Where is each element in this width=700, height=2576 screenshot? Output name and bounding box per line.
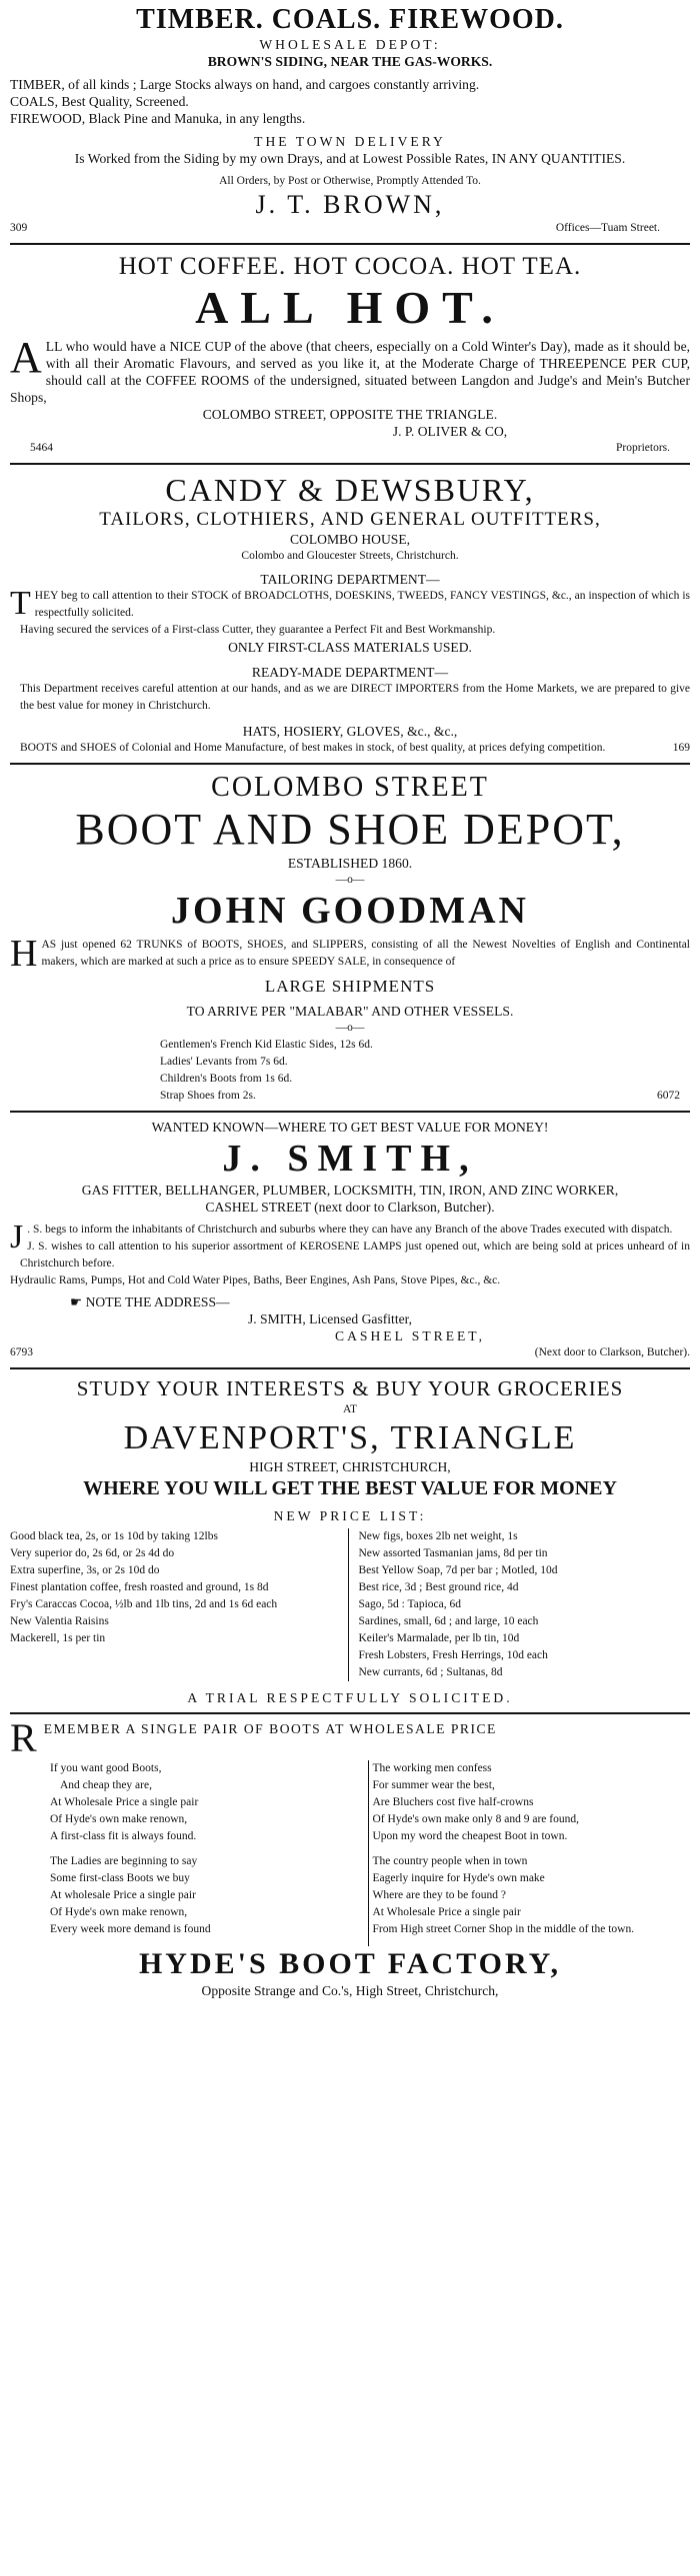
ornament: —o— [335,874,365,886]
davenport-advertisement [10,1375,690,1714]
goodman-advertisement [10,771,690,1113]
ad-number: 309 [10,222,28,234]
poem-line: At wholesale Price a single pair [50,1889,196,1901]
boots-text [10,740,690,757]
depot-location: BROWN'S SIDING, NEAR THE GAS-WORKS. [207,54,493,69]
ready-made-heading: READY-MADE DEPARTMENT— [251,665,449,680]
smith-body-1-text: . S. begs to inform the inhabitants of Christchurch and suburbs where they can have any Branch of the above Trades executed with dispatch. [27,1224,673,1236]
price-item: Children's Boots from 1s 6d. [160,1073,293,1085]
poem-column-right [369,1760,691,1946]
ad-number: 6793 [10,1346,33,1358]
tailoring-body-text: HEY beg to call attention to their STOCK of BROADCLOTHS, DOESKINS, TWEEDS, FANCY VESTINGS, &c., an inspection of which is respectfully solicited. [34,590,690,619]
price-item: Fry's Caraccas Cocoa, ½lb and 1lb tins, 2d and 1s 6d each [10,1598,278,1610]
ad-number: 5464 [30,442,53,454]
goodman-body [10,933,690,975]
tailoring-heading: TAILORING DEPARTMENT— [260,572,440,587]
price-list-heading: NEW PRICE LIST: [273,1508,427,1523]
hyde-advertisement [10,1720,690,2005]
trial-solicited: A TRIAL RESPECTFULLY SOLICITED. [187,1690,513,1705]
price-item: Strap Shoes from 2s. [160,1090,256,1102]
stanza [373,1853,687,1938]
drop-cap: R [10,1720,40,1754]
stanza [373,1760,687,1845]
price-item: Gentlemen's French Kid Elastic Sides, 12s 6d. [160,1039,373,1051]
stanza [50,1760,364,1845]
smith-signature: J. SMITH, Licensed Gasfitter, [247,1311,413,1326]
poem-line: And cheap they are, [60,1779,152,1791]
poem-line: Where are they to be found ? [372,1889,506,1901]
coffee-headline: HOT COFFEE. HOT COCOA. HOT TEA. [118,253,582,280]
price-item: Mackerell, 1s per tin [10,1632,106,1644]
price-column-right [359,1528,691,1681]
poem-line: Of Hyde's own make only 8 and 9 are found, [372,1813,579,1825]
ornament: —o— [335,1022,365,1034]
materials-text: ONLY FIRST-CLASS MATERIALS USED. [228,640,472,655]
price-item: Extra superfine, 3s, or 2s 10d do [10,1564,160,1576]
goodman-title: BOOT AND SHOE DEPOT, [75,805,625,854]
price-item: Best rice, 3d ; Best ground rice, 4d [358,1581,519,1593]
boot-poem [10,1760,690,1946]
remember-text: EMEMBER A SINGLE PAIR OF BOOTS AT WHOLESALE PRICE [43,1721,497,1736]
candy-subtitle: TAILORS, CLOTHIERS, AND GENERAL OUTFITTERS, [99,509,601,530]
davenport-address: HIGH STREET, CHRISTCHURCH, [249,1459,451,1474]
next-door: (Next door to Clarkson, Butcher). [534,1346,690,1358]
poem-line: Upon my word the cheapest Boot in town. [372,1830,568,1842]
tailoring-body [10,585,690,622]
cutter-text: Having secured the services of a First-class Cutter, they guarantee a Perfect Fit and Best Workmanship. [20,624,496,636]
davenport-title: DAVENPORT'S, TRIANGLE [123,1419,577,1456]
hyde-title: HYDE'S BOOT FACTORY, [138,1947,562,1980]
price-item: Best Yellow Soap, 7d per bar ; Motled, 10d [358,1564,558,1576]
ready-made-body: This Department receives careful attention at our hands, and as we are DIRECT IMPORTERS from the Home Markets, we are prepared to give the best value for money in Christchurch. [20,683,690,712]
poem-line: If you want good Boots, [50,1762,162,1774]
poem-line: For summer wear the best, [372,1779,495,1791]
smith-footer [10,1344,690,1361]
poem-line: Some first-class Boots we buy [50,1872,190,1884]
delivery-text: Is Worked from the Siding by my own Drays, and at Lowest Possible Rates, IN ANY QUANTITIES. [74,151,626,166]
drop-cap: J [10,1219,24,1256]
price-item: Fresh Lobsters, Fresh Herrings, 10d each [358,1649,548,1661]
price-item: New figs, boxes 2lb net weight, 1s [358,1530,518,1542]
price-item: New Valentia Raisins [10,1615,109,1627]
ad-number: 6072 [657,1090,680,1102]
poem-line: The Ladies are beginning to say [50,1855,198,1867]
drop-cap: H [10,933,38,975]
coffee-advertisement [10,251,690,465]
offices-address: Offices—Tuam Street. [555,222,660,234]
established: ESTABLISHED 1860. [287,856,413,871]
price-item: Sardines, small, 6d ; and large, 10 each [358,1615,539,1627]
hyde-address: Opposite Strange and Co.'s, High Street, Christchurch, [201,1983,499,1998]
smith-body-2: J. S. wishes to call attention to his superior assortment of KEROSENE LAMPS just opened out, which are being sold at prices unheard of in Christchurch before. [20,1241,690,1270]
arrive-text: TO ARRIVE PER "MALABAR" AND OTHER VESSELS. [186,1004,514,1019]
hats-heading: HATS, HOSIERY, GLOVES, &c., &c., [242,724,458,739]
at-label: AT [342,1403,358,1415]
goodman-street: COLOMBO STREET [211,772,489,803]
grocery-price-list [10,1528,690,1681]
timber-advertisement [10,4,690,245]
remember-line [10,1720,690,1754]
proprietors-label: Proprietors. [616,442,670,454]
timber-footer [10,220,690,237]
note-address [10,1293,690,1310]
poem-line: Of Hyde's own make renown, [50,1906,188,1918]
candy-dewsbury-advertisement [10,471,690,765]
note-address-text: NOTE THE ADDRESS— [85,1294,230,1309]
goodman-name: JOHN GOODMAN [171,890,529,932]
wanted-known: WANTED KNOWN—WHERE TO GET BEST VALUE FOR MONEY! [151,1120,549,1135]
poem-line: From High street Corner Shop in the middle of the town. [372,1923,635,1935]
smith-trades: GAS FITTER, BELLHANGER, PLUMBER, LOCKSMITH, TIN, IRON, AND ZINC WORKER, [81,1183,619,1198]
stanza [50,1853,364,1938]
poem-column-left [10,1760,369,1946]
product-lines [10,76,690,127]
price-item: Finest plantation coffee, fresh roasted and ground, 1s 8d [10,1581,269,1593]
price-item: Good black tea, 2s, or 1s 10d by taking 12lbs [10,1530,218,1542]
timber-headline: TIMBER. COALS. FIREWOOD. [136,4,564,35]
colombo-house: COLOMBO HOUSE, [289,532,411,547]
poem-line: Eagerly inquire for Hyde's own make [372,1872,545,1884]
price-item: Sago, 5d : Tapioca, 6d [358,1598,461,1610]
poem-line: At Wholesale Price a single pair [372,1906,521,1918]
candy-title: CANDY & DEWSBURY, [165,472,535,508]
poem-line: The working men confess [372,1762,492,1774]
wholesale-depot: WHOLESALE DEPOT: [259,37,441,52]
smith-body-3: Hydraulic Rams, Pumps, Hot and Cold Water Pipes, Baths, Beer Engines, Ash Pans, Stove Pipes, &c., &c. [10,1275,501,1287]
drop-cap: T [10,585,31,622]
davenport-tagline: WHERE YOU WILL GET THE BEST VALUE FOR MONEY [83,1477,617,1499]
product-line: FIREWOOD, Black Pine and Manuka, in any lengths. [10,111,306,126]
ad-number: 169 [672,742,690,754]
orders-notice: All Orders, by Post or Otherwise, Promptly Attended To. [219,175,481,187]
study-interests: STUDY YOUR INTERESTS & BUY YOUR GROCERIES [76,1376,624,1400]
price-column-left [10,1528,349,1681]
candy-address: Colombo and Gloucester Streets, Christchurch. [241,550,459,562]
poem-line: Every week more demand is found [50,1923,211,1935]
coffee-proprietor: J. P. OLIVER & CO, [392,424,508,439]
price-item: Keiler's Marmalade, per lb tin, 10d [358,1632,520,1644]
price-item: New assorted Tasmanian jams, 8d per tin [358,1547,548,1559]
smith-title: J. SMITH, [222,1138,478,1180]
drop-cap: A [10,333,42,382]
poem-line: Of Hyde's own make renown, [50,1813,188,1825]
product-line: TIMBER, of all kinds ; Large Stocks always on hand, and cargoes constantly arriving. [10,77,480,92]
pointing-hand-icon: ☛ [70,1294,86,1309]
price-item-row [160,1088,690,1105]
price-item: New currants, 6d ; Sultanas, 8d [358,1666,503,1678]
proprietor-name: J. T. BROWN, [255,190,445,219]
smith-advertisement [10,1119,690,1369]
price-item: Very superior do, 2s 6d, or 2s 4d do [10,1547,175,1559]
goodman-body-text: AS just opened 62 TRUNKS of BOOTS, SHOES, and SLIPPERS, consisting of all the Newest Novelties of English and Continental makers, which are marked at such a price as to ensure SPEEDY SALE, in consequence of [41,939,690,968]
coffee-location: COLOMBO STREET, OPPOSITE THE TRIANGLE. [202,407,498,422]
product-line: COALS, Best Quality, Screened. [10,94,189,109]
coffee-title: ALL HOT. [195,282,505,333]
price-item: Ladies' Levants from 7s 6d. [160,1056,288,1068]
smith-address: CASHEL STREET (next door to Clarkson, Butcher). [205,1200,495,1215]
coffee-body [10,333,690,406]
large-shipments: LARGE SHIPMENTS [264,977,436,996]
poem-line: Are Bluchers cost five half-crowns [372,1796,534,1808]
price-list [10,1037,690,1105]
coffee-body-text: LL who would have a NICE CUP of the above (that cheers, especially on a Cold Winter's Day), made as it should be, with all their Aromatic Flavours, and served as you like it, at the Moderate Charge of THREEPENCE PER CUP, should call at the COFFEE ROOMS of the undersigned, situated between Langdon and Judge's and Mein's Butcher Shops, [10,339,690,405]
boots-text-body: BOOTS and SHOES of Colonial and Home Manufacture, of best makes in stock, of best quality, at prices defying competition. [20,742,606,754]
poem-line: At Wholesale Price a single pair [50,1796,199,1808]
town-delivery-heading: THE TOWN DELIVERY [254,134,446,149]
smith-street: CASHEL STREET, [335,1328,485,1343]
poem-line: A first-class fit is always found. [50,1830,197,1842]
coffee-footer [10,440,690,457]
poem-line: The country people when in town [372,1855,528,1867]
